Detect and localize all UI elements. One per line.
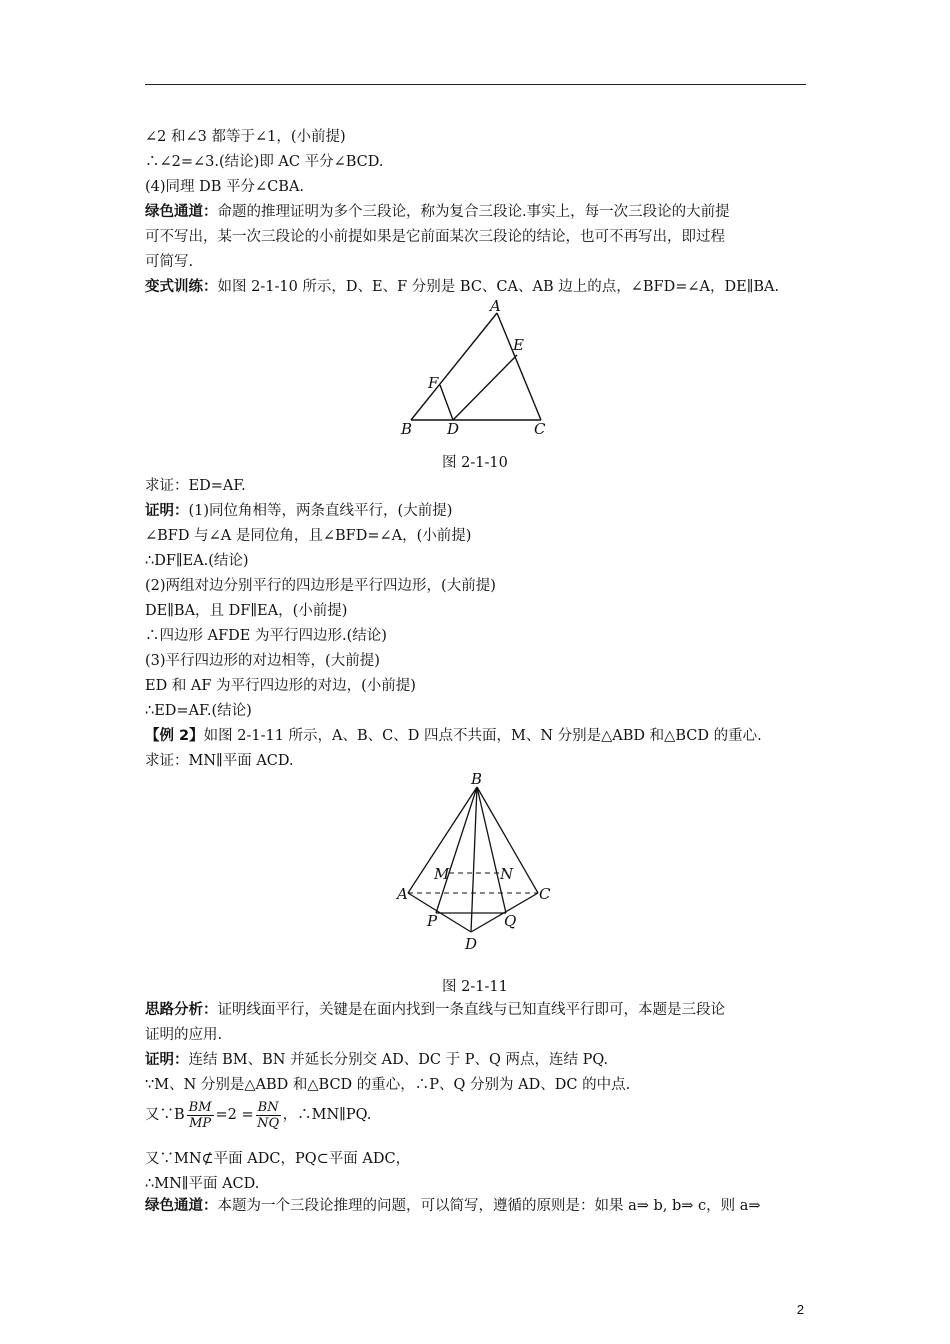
label-F: F — [428, 374, 439, 392]
green-channel-paragraph: 绿色通道：命题的推理证明为多个三段论，称为复合三段论.事实上，每一次三段论的大前提 — [145, 204, 730, 220]
label-D: D — [447, 420, 460, 438]
text-line: DE∥BA，且 DF∥EA，(小前提) — [145, 603, 348, 619]
segment-DE — [453, 355, 517, 420]
proof-paragraph: 证明：(1)同位角相等，两条直线平行，(大前提) — [145, 503, 453, 519]
text-line: ∠BFD 与∠A 是同位角，且∠BFD=∠A，(小前提) — [145, 528, 472, 544]
text-line: ∠2 和∠3 都等于∠1，(小前提) — [145, 129, 346, 145]
text-line: 证明的应用. — [145, 1027, 223, 1043]
label-B: B — [401, 420, 413, 438]
text-line: ∵M、N 分别是△ABD 和△BCD 的重心，∴P、Q 分别为 AD、DC 的中点. — [145, 1077, 631, 1093]
figure-caption: 图 2-1-11 — [442, 979, 508, 995]
segment-AC — [497, 313, 541, 420]
green-channel-label: 绿色通道： — [145, 1198, 218, 1214]
text-line: ∴DF∥EA.(结论) — [145, 553, 249, 569]
proof-paragraph: 证明：连结 BM、BN 并延长分别交 AD、DC 于 P、Q 两点，连结 PQ. — [145, 1052, 609, 1068]
figure-2-1-10 — [395, 296, 565, 442]
label-C: C — [534, 420, 546, 438]
proof-label: 证明： — [145, 503, 189, 519]
text-line: 可不写出，某一次三段论的小前提如果是它前面某次三段论的结论，也可不再写出，即过程 — [145, 229, 725, 245]
text-line: ED 和 AF 为平行四边形的对边，(小前提) — [145, 678, 416, 694]
label-D: D — [465, 935, 478, 953]
segment-AB — [411, 313, 497, 420]
text-line: 求证：MN∥平面 ACD. — [145, 753, 294, 769]
fraction-bm-mp: $\frac{BM}{MP}$ — [188, 1099, 212, 1131]
page-number: 2 — [796, 1302, 804, 1317]
example-paragraph: 【例 2】如图 2-1-11 所示，A、B、C、D 四点不共面，M、N 分别是△ABD 和△BCD 的重心. — [145, 728, 762, 744]
text-line: 又∵MN⊄平面 ADC，PQ⊂平面 ADC， — [145, 1151, 411, 1167]
green-channel-label: 绿色通道： — [145, 204, 218, 220]
text-line: 可简写. — [145, 254, 194, 270]
analysis-label: 思路分析： — [145, 1002, 218, 1018]
text-line: (3)平行四边形的对边相等，(大前提) — [145, 653, 380, 669]
text-line: ∴MN∥平面 ACD. — [145, 1176, 260, 1192]
header-rule — [145, 84, 806, 85]
label-E: E — [513, 336, 524, 354]
text-line: ∴四边形 AFDE 为平行四边形.(结论) — [145, 628, 387, 644]
variant-training-label: 变式训练： — [145, 279, 218, 295]
label-B: B — [471, 770, 483, 788]
label-Q: Q — [504, 912, 517, 930]
label-C: C — [539, 885, 551, 903]
label-M: M — [434, 865, 450, 883]
figure-2-1-11 — [390, 766, 560, 956]
analysis-paragraph: 思路分析：证明线面平行，关键是在面内找到一条直线与已知直线平行即可，本题是三段论 — [145, 1002, 725, 1018]
label-A: A — [490, 297, 501, 315]
text-line: ∴∠2=∠3.(结论)即 AC 平分∠BCD. — [145, 154, 384, 170]
label-A: A — [397, 885, 408, 903]
text-line: ∴ED=AF.(结论) — [145, 703, 252, 719]
text-line: (2)两组对边分别平行的四边形是平行四边形，(大前提) — [145, 578, 496, 594]
label-N: N — [500, 865, 514, 883]
fraction-equation: 又∵B $\frac{BM}{MP}$ =2 = $\frac{BN}{NQ}$ ，∴MN∥PQ. — [145, 1099, 372, 1131]
segment-FD — [440, 385, 453, 420]
figure-caption: 图 2-1-10 — [442, 455, 508, 471]
proof-label: 证明： — [145, 1052, 189, 1068]
text-line: (4)同理 DB 平分∠CBA. — [145, 179, 305, 195]
text-line: 求证：ED=AF. — [145, 478, 246, 494]
example-label: 【例 2】 — [145, 728, 204, 744]
green-channel-paragraph: 绿色通道：本题为一个三段论推理的问题，可以简写，遵循的原则是：如果 a⇒ b, b⇒ c，则 a⇒ — [145, 1198, 761, 1214]
label-P: P — [427, 912, 438, 930]
fraction-bn-nq: $\frac{BN}{NQ}$ — [257, 1099, 280, 1131]
variant-training-paragraph: 变式训练：如图 2-1-10 所示，D、E、F 分别是 BC、CA、AB 边上的点，∠BFD=∠A，DE∥BA. — [145, 279, 780, 295]
